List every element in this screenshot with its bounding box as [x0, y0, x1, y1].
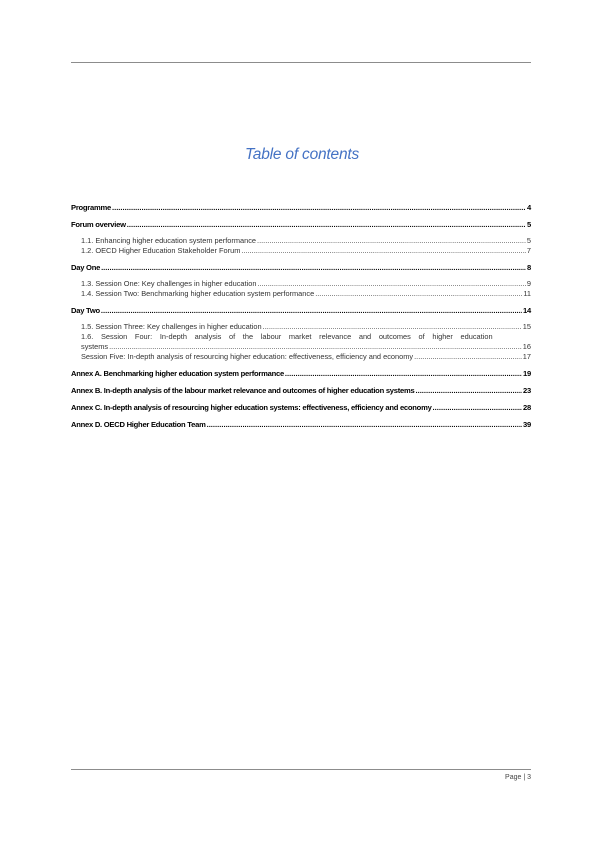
dot-leader: [415, 385, 522, 396]
toc-entry-page: 11: [523, 289, 531, 298]
toc-entry-page: 15: [522, 322, 531, 331]
toc-entry-label: Annex D. OECD Higher Education Team: [71, 420, 206, 429]
toc-entry-label: Programme: [71, 203, 111, 212]
dot-leader: [127, 219, 526, 230]
toc-entry-session-five[interactable]: [71, 352, 531, 362]
dot-leader: [285, 368, 522, 379]
toc-entry-page: 5: [526, 236, 531, 245]
toc-entry-label-text: 1.6. Session Four: In-depth analysis of the labour market relevance and outcomes of higher education: [81, 332, 493, 341]
toc-entry-label: Day One: [71, 263, 101, 272]
toc-entry-programme[interactable]: [71, 202, 531, 213]
toc-entry-page: 4: [527, 203, 531, 212]
toc-entry-day-one[interactable]: [71, 262, 531, 273]
dot-leader: [207, 419, 522, 430]
dot-leader: [257, 236, 526, 246]
toc-entry-label: Annex C. In-depth analysis of resourcing higher education systems: effectiveness, efficiency and economy: [71, 403, 432, 412]
table-of-contents: [71, 202, 531, 430]
toc-entry-1-5[interactable]: [71, 322, 531, 332]
toc-entry-page: 9: [526, 279, 531, 288]
toc-entry-page: 19: [523, 369, 531, 378]
toc-entry-label: Forum overview: [71, 220, 126, 229]
toc-entry-day-two[interactable]: [71, 305, 531, 316]
toc-entry-1-2[interactable]: [71, 246, 531, 256]
dot-leader: [101, 305, 522, 316]
dot-leader: [101, 262, 526, 273]
footer-rule: [71, 769, 531, 770]
toc-entry-page: 39: [523, 420, 531, 429]
toc-entry-1-6[interactable]: [71, 332, 531, 352]
dot-leader: [263, 322, 522, 332]
dot-leader: [257, 279, 525, 289]
toc-entry-page: 7: [526, 246, 531, 255]
toc-entry-1-1[interactable]: [71, 236, 531, 246]
toc-entry-label: Annex A. Benchmarking higher education system performance: [71, 369, 284, 378]
dot-leader: [241, 246, 525, 256]
toc-entry-page: 23: [523, 386, 531, 395]
toc-entry-1-4[interactable]: [71, 289, 531, 299]
toc-entry-annex-d[interactable]: [71, 419, 531, 430]
dot-leader: [433, 402, 523, 413]
toc-entry-label: 1.3. Session One: Key challenges in higher education: [81, 279, 257, 288]
toc-entry-label: Day Two: [71, 306, 100, 315]
toc-entry-page: 8: [527, 263, 531, 272]
toc-entry-page: 28: [523, 403, 531, 412]
dot-leader: [109, 342, 522, 352]
page-number-footer: Page | 3: [505, 774, 531, 781]
toc-entry-label: 1.5. Session Three: Key challenges in higher education: [81, 322, 262, 331]
toc-entry-label: 1.1. Enhancing higher education system performance: [81, 236, 257, 245]
toc-entry-label: 1.2. OECD Higher Education Stakeholder Forum: [81, 246, 241, 255]
dot-leader: [414, 352, 522, 362]
toc-entry-line2: [81, 342, 531, 352]
toc-entry-page: 14: [523, 306, 531, 315]
page-title: Table of contents: [244, 146, 360, 163]
toc-entry-label-line2: systems: [81, 342, 109, 351]
toc-entry-annex-b[interactable]: [71, 385, 531, 396]
toc-entry-annex-c[interactable]: [71, 402, 531, 413]
header-rule: [71, 62, 531, 63]
toc-entry-page: 17: [522, 352, 531, 361]
dot-leader: [112, 202, 526, 213]
toc-entry-label: 1.4. Session Two: Benchmarking higher education system performance: [81, 289, 315, 298]
toc-entry-forum-overview[interactable]: [71, 219, 531, 230]
toc-entry-label: Annex B. In-depth analysis of the labour market relevance and outcomes of higher education systems: [71, 386, 415, 395]
toc-entry-label: Session Five: In-depth analysis of resourcing higher education: effectiveness, efficiency and economy: [81, 352, 414, 361]
toc-entry-1-3[interactable]: [71, 279, 531, 289]
toc-entry-page: 5: [527, 220, 531, 229]
dot-leader: [315, 289, 522, 299]
toc-entry-label-line1: [81, 332, 531, 342]
toc-entry-page: 16: [522, 342, 531, 351]
toc-entry-annex-a[interactable]: [71, 368, 531, 379]
